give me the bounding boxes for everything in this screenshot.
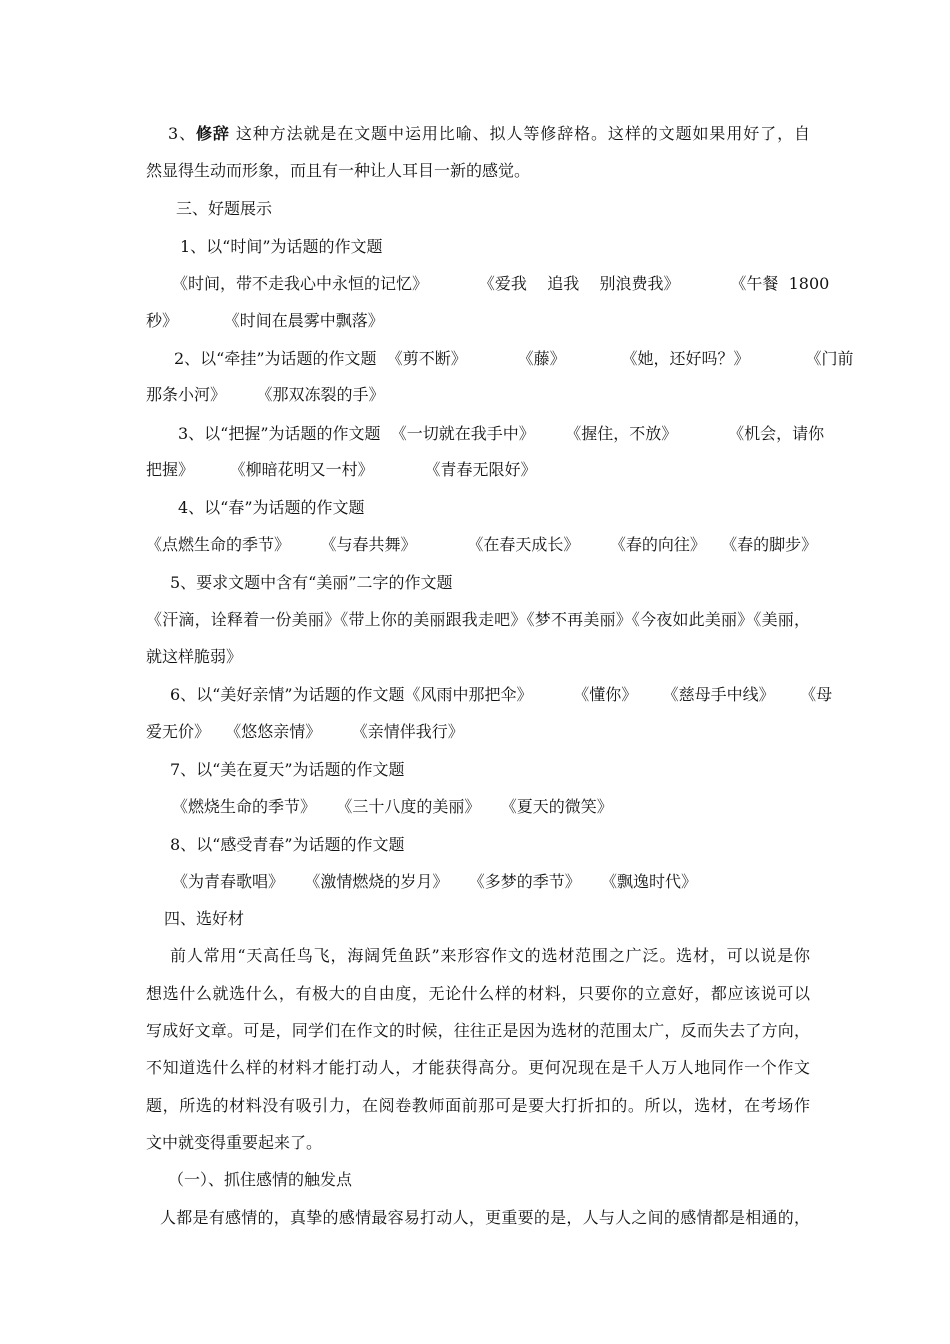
- topic-heading: 8、以“感受青春”为话题的作文题: [170, 835, 405, 854]
- title-list-line: 就这样脆弱》: [146, 647, 243, 666]
- paragraph-line: 不知道选什么样的材料才能打动人，才能获得高分。更何况现在是千人万人地同作一个作文: [146, 1058, 810, 1077]
- paragraph-line: 人都是有感情的，真挚的感情最容易打动人，更重要的是，人与人之间的感情都是相通的，: [160, 1208, 810, 1227]
- topic-heading: 5、要求文题中含有“美丽”二字的作文题: [170, 573, 453, 592]
- paragraph-line: 想选什么就选什么，有极大的自由度，无论什么样的材料，只要你的立意好，都应该说可以: [146, 984, 810, 1003]
- title-list-line: 《燃烧生命的季节》 《三十八度的美丽》 《夏天的微笑》: [172, 797, 613, 816]
- topic-heading: 1、以“时间”为话题的作文题: [180, 237, 383, 256]
- paragraph-line: [168, 123, 810, 145]
- title-list-line: 《点燃生命的季节》 《与春共舞》 《在春天成长》 《春的向往》 《春的脚步》: [146, 535, 818, 554]
- paragraph-line: 前人常用“天高任鸟飞，海阔凭鱼跃”来形容作文的选材范围之广泛。选材，可以说是你: [170, 946, 810, 965]
- topic-heading: 4、以“春”为话题的作文题: [178, 498, 365, 517]
- paragraph-line: 写成好文章。可是，同学们在作文的时候，往往正是因为选材的范围太广，反而失去了方向，: [146, 1021, 810, 1040]
- subsection-heading: （一）、抓住感情的触发点: [168, 1170, 353, 1189]
- paragraph-line: 题，所选的材料没有吸引力，在阅卷教师面前那可是要大打折扣的。所以，选材，在考场作: [146, 1096, 810, 1115]
- paragraph-line: 然显得生动而形象，而且有一种让人耳目一新的感觉。: [146, 161, 531, 180]
- topic-heading: 7、以“美在夏天”为话题的作文题: [170, 760, 405, 779]
- item-number: 3、: [168, 124, 197, 143]
- section-heading: 四、选好材: [164, 909, 245, 928]
- paragraph-line: 文中就变得重要起来了。: [146, 1133, 323, 1152]
- line-text: 这种方法就是在文题中运用比喻、拟人等修辞格。这样的文题如果用好了，自: [229, 124, 810, 143]
- topic-heading: 3、以“把握”为话题的作文题 《一切就在我手中》 《握住，不放》 《机会，请你: [178, 424, 825, 443]
- bold-term: 修辞: [196, 124, 230, 143]
- topic-heading: 2、以“牵挂”为话题的作文题 《剪不断》 《藤》 《她，还好吗？》 《门前: [174, 349, 854, 368]
- title-list-line: 《时间，带不走我心中永恒的记忆》 《爱我 追我 别浪费我》 《午餐 1800: [172, 274, 830, 293]
- title-list-line: 《汗滴，诠释着一份美丽》《带上你的美丽跟我走吧》《梦不再美丽》《今夜如此美丽》《美丽，: [146, 610, 810, 629]
- title-list-line: 秒》 《时间在晨雾中飘落》: [146, 311, 384, 330]
- title-list-line: 把握》 《柳暗花明又一村》 《青春无限好》: [146, 460, 537, 479]
- topic-heading: 6、以“美好亲情”为话题的作文题《风雨中那把伞》 《懂你》 《慈母手中线》 《母: [170, 685, 833, 704]
- title-list-line: 《为青春歌唱》 《激情燃烧的岁月》 《多梦的季节》 《飘逸时代》: [172, 872, 698, 891]
- title-list-line: 爱无价》 《悠悠亲情》 《亲情伴我行》: [146, 722, 464, 741]
- section-heading: 三、好题展示: [176, 199, 273, 218]
- title-list-line: 那条小河》 《那双冻裂的手》: [146, 385, 385, 404]
